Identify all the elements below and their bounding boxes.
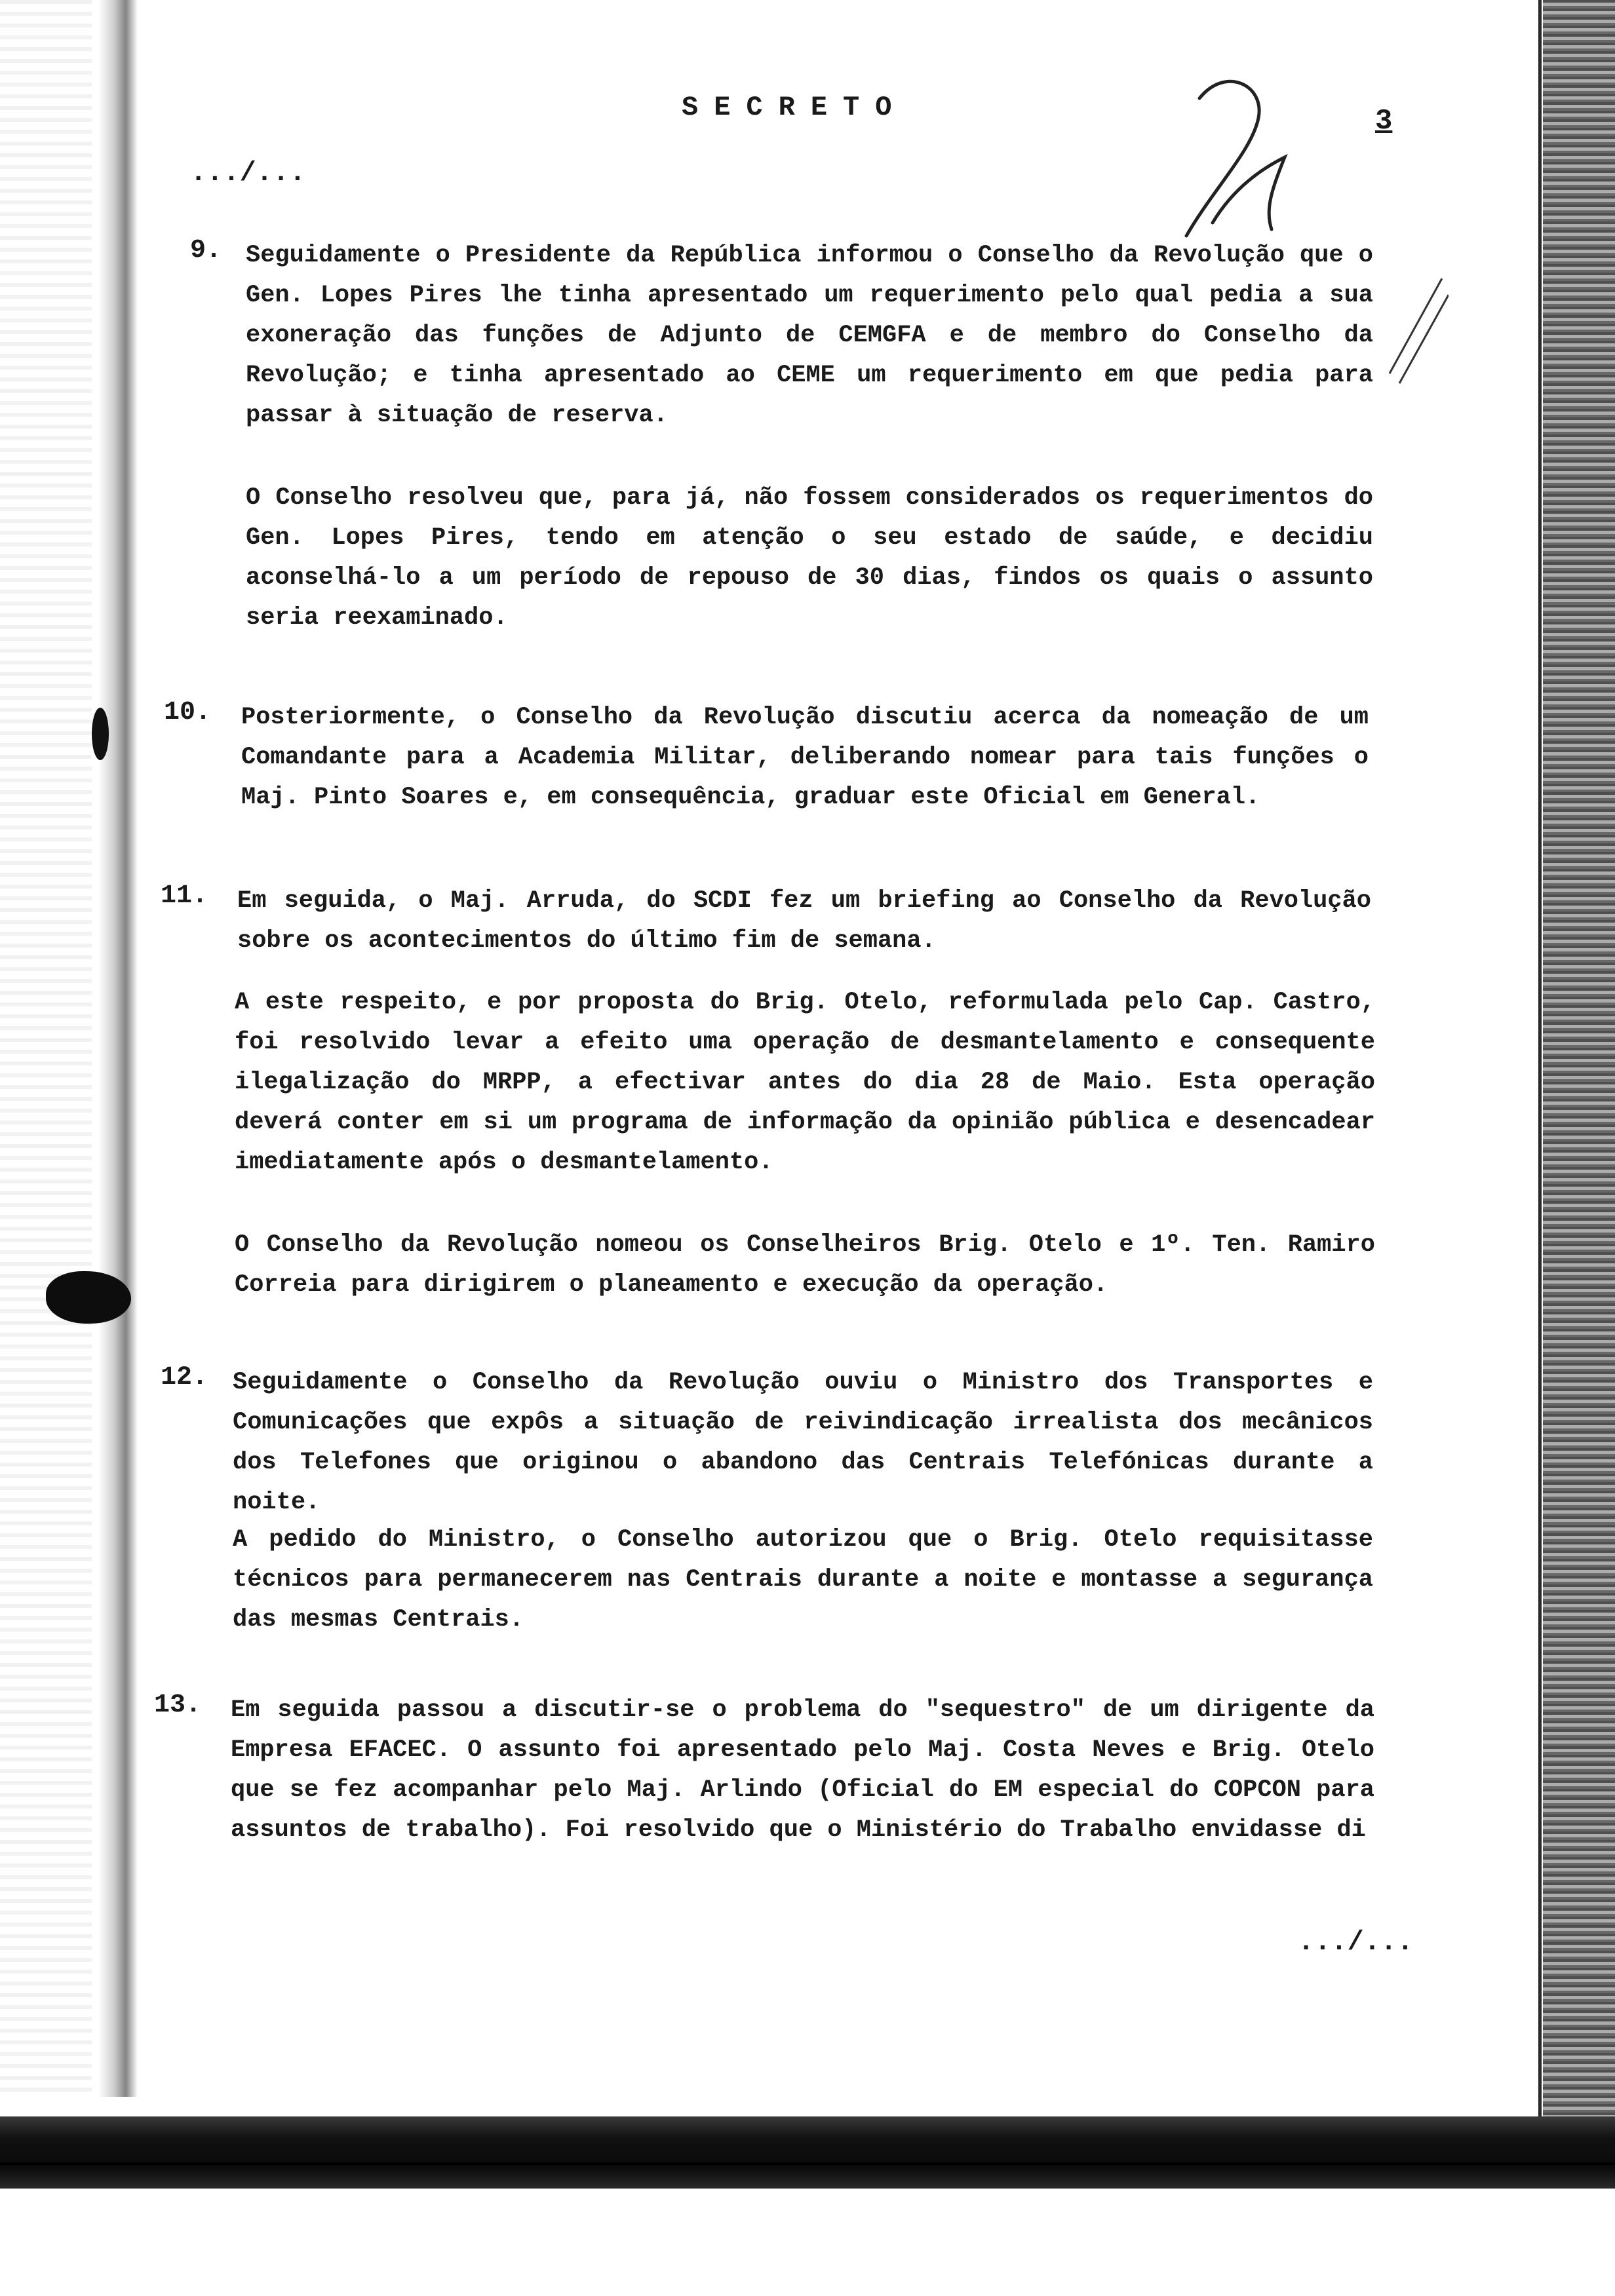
handwritten-initial-mark [1173,59,1304,249]
item-12-paragraph-2: A pedido do Ministro, o Conselho autorizou que o Brig. Otelo requisitasse técnicos para permanecerem nas Centrais durante a noite e montasse a segurança das mesmas Centrais. [233,1526,1373,1634]
item-12-paragraph-1: Seguidamente o Conselho da Revolução ouviu o Ministro dos Transportes e Comunicações que expôs a situação de reivindicação irrealista dos mecânicos dos Telefones que originou o abandono das Centrais Telefónicas durante a noite. [233,1369,1373,1516]
margin-slash-marks [1376,275,1449,387]
scan-noise-left [0,0,92,2097]
item-11-paragraph-3: O Conselho da Revolução nomeou os Conselheiros Brig. Otelo e 1º. Ten. Ramiro Correia para dirigirem o planeamento e execução da operação. [235,1231,1375,1299]
item-number-13: 13. [154,1691,202,1720]
scan-rule-bottom [0,2162,1615,2165]
scan-shadow-left [98,0,138,2097]
item-number-10: 10. [164,698,212,727]
item-number-9: 9. [190,236,222,265]
continuation-marker-bottom: .../... [1298,1926,1414,1958]
ink-blot [46,1271,131,1324]
hole-punch-mark [92,708,109,760]
item-number-12: 12. [161,1363,208,1392]
item-11-paragraph-1: Em seguida, o Maj. Arruda, do SCDI fez um briefing ao Conselho da Revolução sobre os acontecimentos do último fim de semana. [237,887,1371,955]
scan-shadow-bottom [0,2116,1615,2189]
item-11-paragraph-2: A este respeito, e por proposta do Brig. Otelo, reformulada pelo Cap. Castro, foi resolvido levar a efeito uma operação de desmantelamento e consequente ilegalização do MRPP, a efectivar antes do dia 28 de Maio. Esta operação deverá conter em si um programa de informação da opinião pública e desencadear imediatamente após o desmantelamento. [235,989,1375,1176]
scan-shadow-right [1543,0,1615,2116]
scan-edge-line-right [1538,0,1542,2116]
continuation-marker-top: .../... [190,157,306,189]
item-13-paragraph-1: Em seguida passou a discutir-se o problema do "sequestro" de um dirigente da Empresa EFACEC. O assunto foi apresentado pelo Maj. Costa Neves e Brig. Otelo que se fez acompanhar pelo Maj. Arlindo (Oficial do EM especial do COPCON para assuntos de trabalho). Foi resolvido que o Ministério do Trabalho envidasse di [231,1696,1374,1844]
item-10-paragraph-1: Posteriormente, o Conselho da Revolução discutiu acerca da nomeação de um Comandante para a Academia Militar, deliberando nomear para tais funções o Maj. Pinto Soares e, em consequência, graduar este Oficial em General. [241,704,1369,811]
item-number-11: 11. [161,881,208,911]
page-number: 3 [1375,105,1393,138]
item-9-paragraph-1: Seguidamente o Presidente da República informou o Conselho da Revolução que o Gen. Lopes Pires lhe tinha apresentado um requerimento pelo qual pedia a sua exoneração das funções de Adjunto de CEMGFA e de membro do Conselho da Revolução; e tinha apresentado ao CEME um requerimento em que pedia para passar à situação de reserva. [246,242,1373,429]
item-9-paragraph-2: O Conselho resolveu que, para já, não fossem considerados os requerimentos do Gen. Lopes Pires, tendo em atenção o seu estado de saúde, e decidiu aconselhá-lo a um período de repouso de 30 dias, findos os quais o assunto seria reexaminado. [246,484,1373,632]
classification-stamp: SECRETO [682,92,908,123]
